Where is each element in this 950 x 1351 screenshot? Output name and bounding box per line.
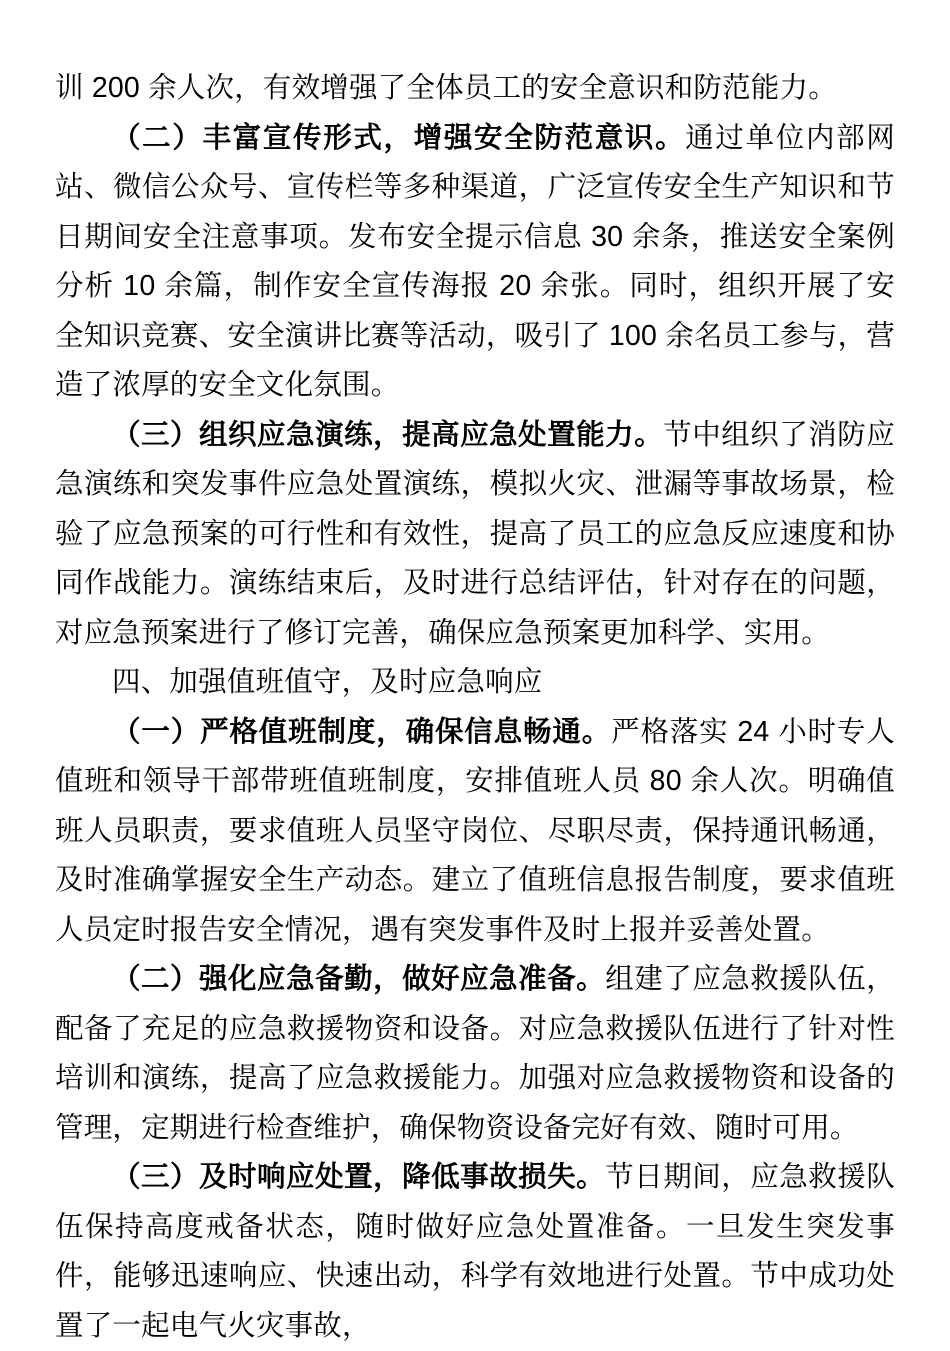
paragraph [55,708,895,956]
paragraph [55,64,895,114]
paragraph [55,411,895,659]
paragraph-text-run: 节日期间，应急救援队伍保持高度戒备状态，随时做好应急处置准备。一旦发生突发事件，能够迅速响应、快速出动，科学有效地进行处置。节中成功处置了一起电气火灾事故， [55,1161,895,1342]
paragraph [55,114,895,411]
paragraph-text-run: 通过单位内部网站、微信公众号、宣传栏等多种渠道，广泛宣传安全生产知识和节日期间安全注意事项。发布安全提示信息 30 余条，推送安全案例分析 10 余篇，制作安全宣传海报 20 余张。同时，组织开展了安全知识竞赛、安全演讲比赛等活动，吸引了 100 余名员工参与，营造了浓厚的安全文化氛围。 [55,121,895,401]
paragraph-text-run: 组建了应急救援队伍，配备了充足的应急救援物资和设备。对应急救援队伍进行了针对性培训和演练，提高了应急救援能力。加强对应急救援物资和设备的管理，定期进行检查维护，确保物资设备完好有效、随时可用。 [55,963,895,1144]
paragraph-heading-run: （二）强化应急备勤，做好应急准备。 [112,963,606,995]
paragraph [55,1153,895,1351]
paragraph [55,658,895,708]
paragraph-text-run: 四、加强值班值守，及时应急响应 [112,666,543,698]
paragraph-heading-run: （三）组织应急演练，提高应急处置能力。 [112,418,664,451]
paragraph-heading-run: （一）严格值班制度，确保信息畅通。 [112,715,612,748]
paragraph [55,955,895,1153]
paragraph-text-run: 训 200 余人次，有效增强了全体员工的安全意识和防范能力。 [55,72,837,104]
paragraph-heading-run: （二）丰富宣传形式，增强安全防范意识。 [112,121,686,154]
paragraph-text-run: 严格落实 24 小时专人值班和领导干部带班值班制度，安排值班人员 80 余人次。明确值班人员职责，要求值班人员坚守岗位、尽职尽责，保持通讯畅通，及时准确掌握安全生产动态。建立了值班信息报告制度，要求值班人员定时报告安全情况，遇有突发事件及时上报并妥善处置。 [55,715,895,946]
paragraph-heading-run: （三）及时响应处置，降低事故损失。 [112,1161,606,1193]
paragraph-text-run: 节中组织了消防应急演练和突发事件应急处置演练，模拟火灾、泄漏等事故场景，检验了应急预案的可行性和有效性，提高了员工的应急反应速度和协同作战能力。演练结束后，及时进行总结评估，针对存在的问题，对应急预案进行了修订完善，确保应急预案更加科学、实用。 [55,418,895,649]
